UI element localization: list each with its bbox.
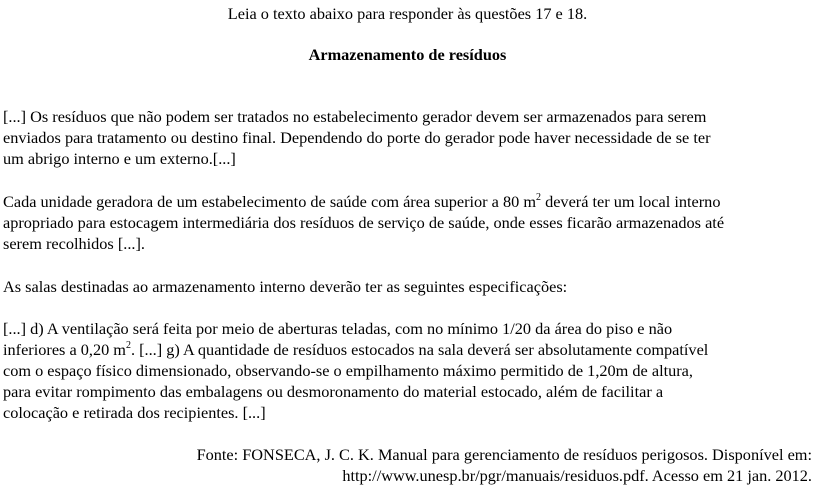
text: deverá ter um local interno	[541, 192, 721, 211]
paragraph-2-line	[3, 192, 720, 212]
source-citation: Fonte: FONSECA, J. C. K. Manual para gerenciamento de resíduos perigosos. Disponível em:	[196, 445, 812, 464]
paragraph-1-line: um abrigo interno e um externo.[...]	[3, 149, 236, 168]
paragraph-2-line: apropriado para estocagem intermediária dos resíduos de serviço de saúde, onde esses ficarão armazenados até	[3, 213, 725, 232]
paragraph-2-line: serem recolhidos [...].	[3, 234, 145, 253]
superscript: 2	[536, 192, 541, 203]
paragraph-4-line: para evitar rompimento das embalagens ou desmoronamento do material estocado, além de facilitar a	[3, 382, 664, 401]
paragraph-4-line: com o espaço físico dimensionado, observando-se o empilhamento máximo permitido de 1,20m de altura,	[3, 361, 693, 380]
text-title	[0, 45, 815, 65]
paragraph-4-line: [...] d) A ventilação será feita por meio de aberturas teladas, com no mínimo 1/20 da área do piso e não	[3, 319, 673, 338]
paragraph-4-line	[3, 340, 708, 360]
paragraph-4-line: colocação e retirada dos recipientes. [...]	[3, 403, 266, 422]
text: Cada unidade geradora de um estabelecimento de saúde com área superior a 80 m	[3, 192, 536, 211]
text: . [...] g) A quantidade de resíduos estocados na sala deverá ser absolutamente compatível	[130, 340, 709, 359]
paragraph-1-line: [...] Os resíduos que não podem ser tratados no estabelecimento gerador devem ser armazenados para serem	[3, 107, 707, 126]
paragraph-1-line: enviados para tratamento ou destino final. Dependendo do porte do gerador pode haver necessidade de se ter	[3, 128, 711, 147]
title-text: Armazenamento de resíduos	[308, 45, 507, 64]
paragraph-3: As salas destinadas ao armazenamento interno deverão ter as seguintes especificações:	[3, 277, 568, 296]
intro-instruction: Leia o texto abaixo para responder às questões 17 e 18.	[227, 4, 588, 23]
text: inferiores a 0,20 m	[3, 340, 126, 359]
source-citation: http://www.unesp.br/pgr/manuais/residuos.pdf. Acesso em 21 jan. 2012.	[342, 466, 812, 485]
superscript: 2	[125, 340, 131, 351]
